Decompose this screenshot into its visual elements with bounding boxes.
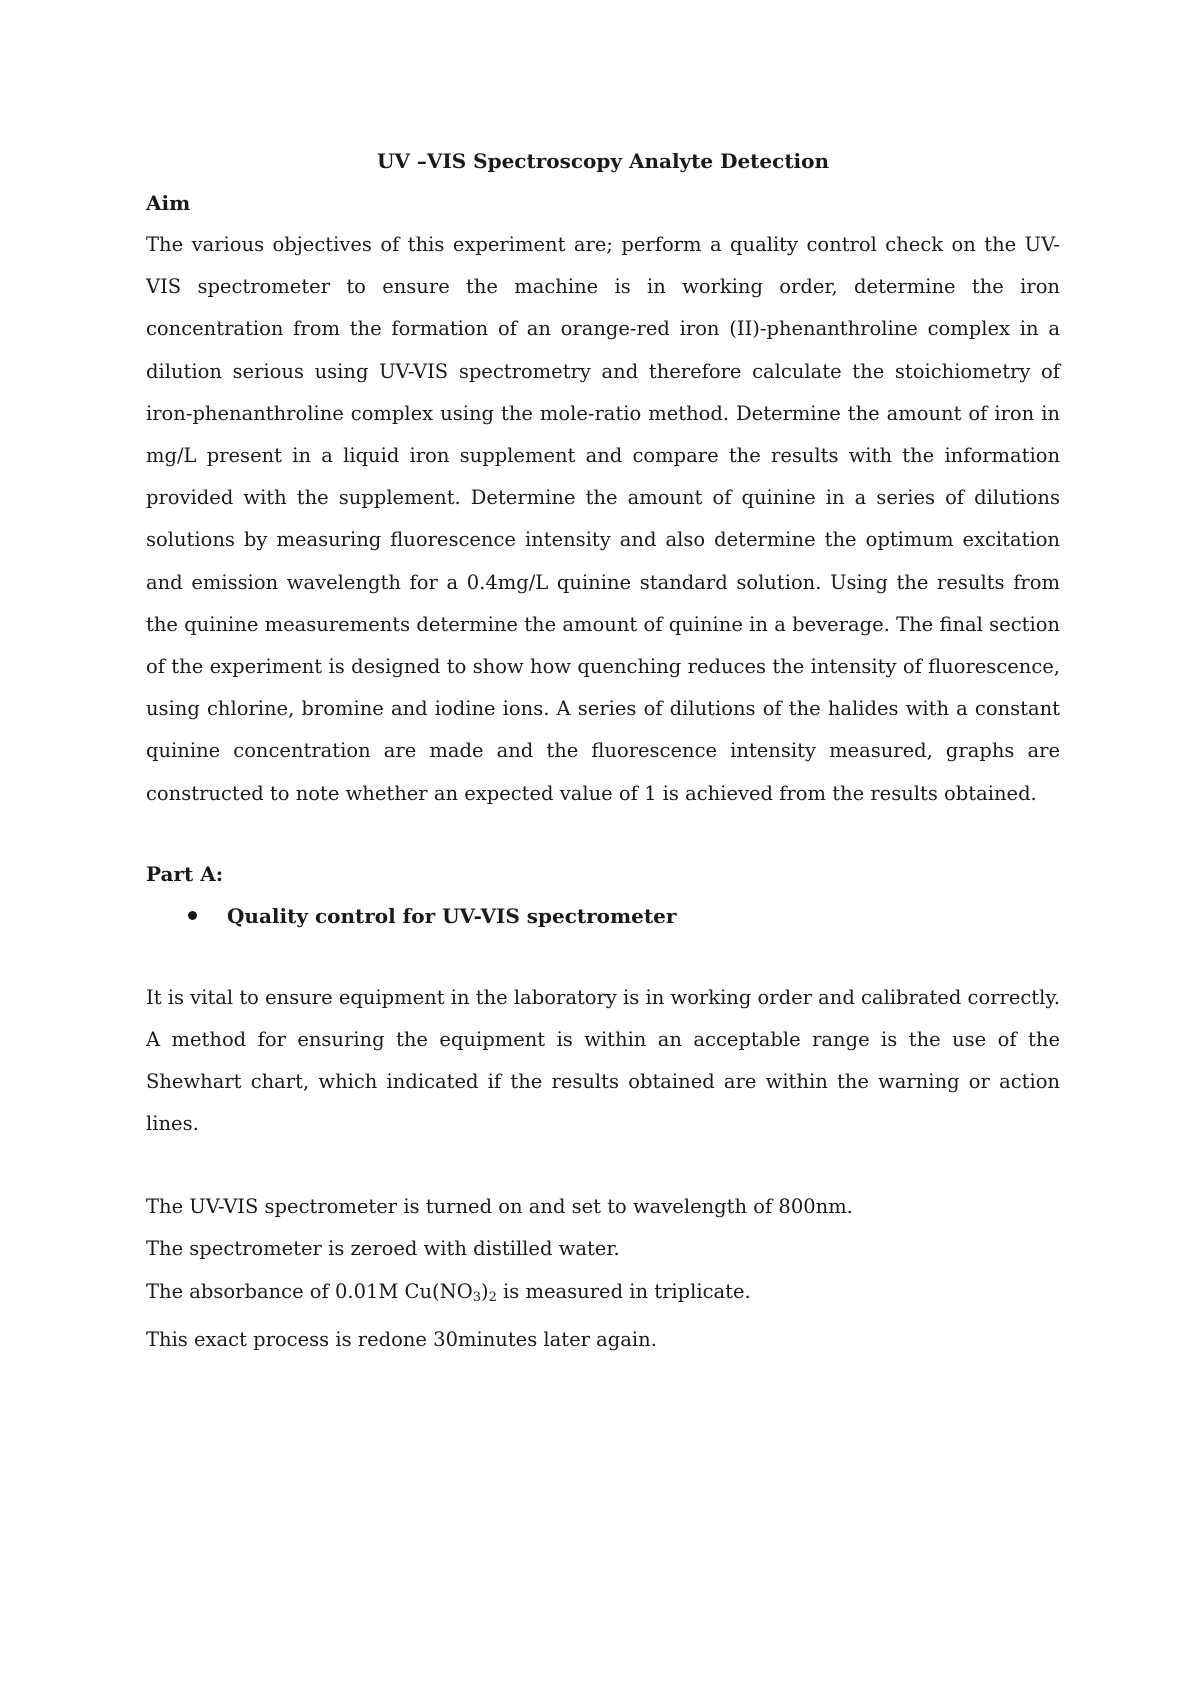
procedure-step-1: The UV-VIS spectrometer is turned on and set to wavelength of 800nm. — [146, 1194, 853, 1218]
aim-paragraph: The various objectives of this experiment are; perform a quality control check on the UV-VIS spectrometer to ensure the machine is in working order, determine the iron concentration from the formation of an orange-red iron (II)-phenanthroline complex in a dilution serious using UV-VIS spectrometry and therefore calculate the stoichiometry of iron-phenanthroline complex using the mole-ratio method. Determine the amount of iron in mg/L present in a liquid iron supplement and compare the results with the information provided with the supplement. Determine the amount of quinine in a series of dilutions solutions by measuring fluorescence intensity and also determine the optimum excitation and emission wavelength for a 0.4mg/L quinine standard solution. Using the results from the quinine measurements determine the amount of quinine in a beverage. The final section of the experiment is designed to show how quenching reduces the intensity of fluorescence, using chlorine, bromine and iodine ions. A series of dilutions of the halides with a constant quinine concentration are made and the fluorescence intensity measured, graphs are constructed to note whether an expected value of 1 is achieved from the results obtained. — [146, 233, 1060, 805]
part-a-heading: Part A: — [146, 861, 224, 886]
procedure-step-2: The spectrometer is zeroed with distilled water. — [146, 1237, 620, 1261]
aim-heading: Aim — [146, 191, 191, 215]
bullet-item-label: Quality control for UV-VIS spectrometer — [227, 903, 677, 928]
procedure-step-3 — [146, 1271, 1060, 1320]
bullet-icon — [188, 911, 197, 920]
qc-paragraph: It is vital to ensure equipment in the laboratory is in working order and calibrated correctly. A method for ensuring the equipment is within an acceptable range is the use of the Shewhart chart, which indicated if the results obtained are within the warning or action lines. — [146, 985, 1060, 1136]
step-3-text-suffix: is measured in triplicate. — [496, 1279, 751, 1303]
document-page — [146, 140, 1060, 1362]
spacer — [146, 1146, 1060, 1186]
spacer — [146, 815, 1060, 853]
step-3-text-prefix: The absorbance of 0.01M Cu(NO — [146, 1279, 473, 1303]
step-3-text-mid: ) — [480, 1279, 489, 1303]
bullet-list-item — [146, 895, 1060, 937]
document-title: UV –VIS Spectroscopy Analyte Detection — [376, 149, 830, 173]
procedure-step-4: This exact process is redone 30minutes later again. — [146, 1328, 657, 1352]
subscript-2: 2 — [488, 1289, 497, 1305]
spacer — [146, 937, 1060, 977]
subscript-3: 3 — [472, 1289, 481, 1305]
